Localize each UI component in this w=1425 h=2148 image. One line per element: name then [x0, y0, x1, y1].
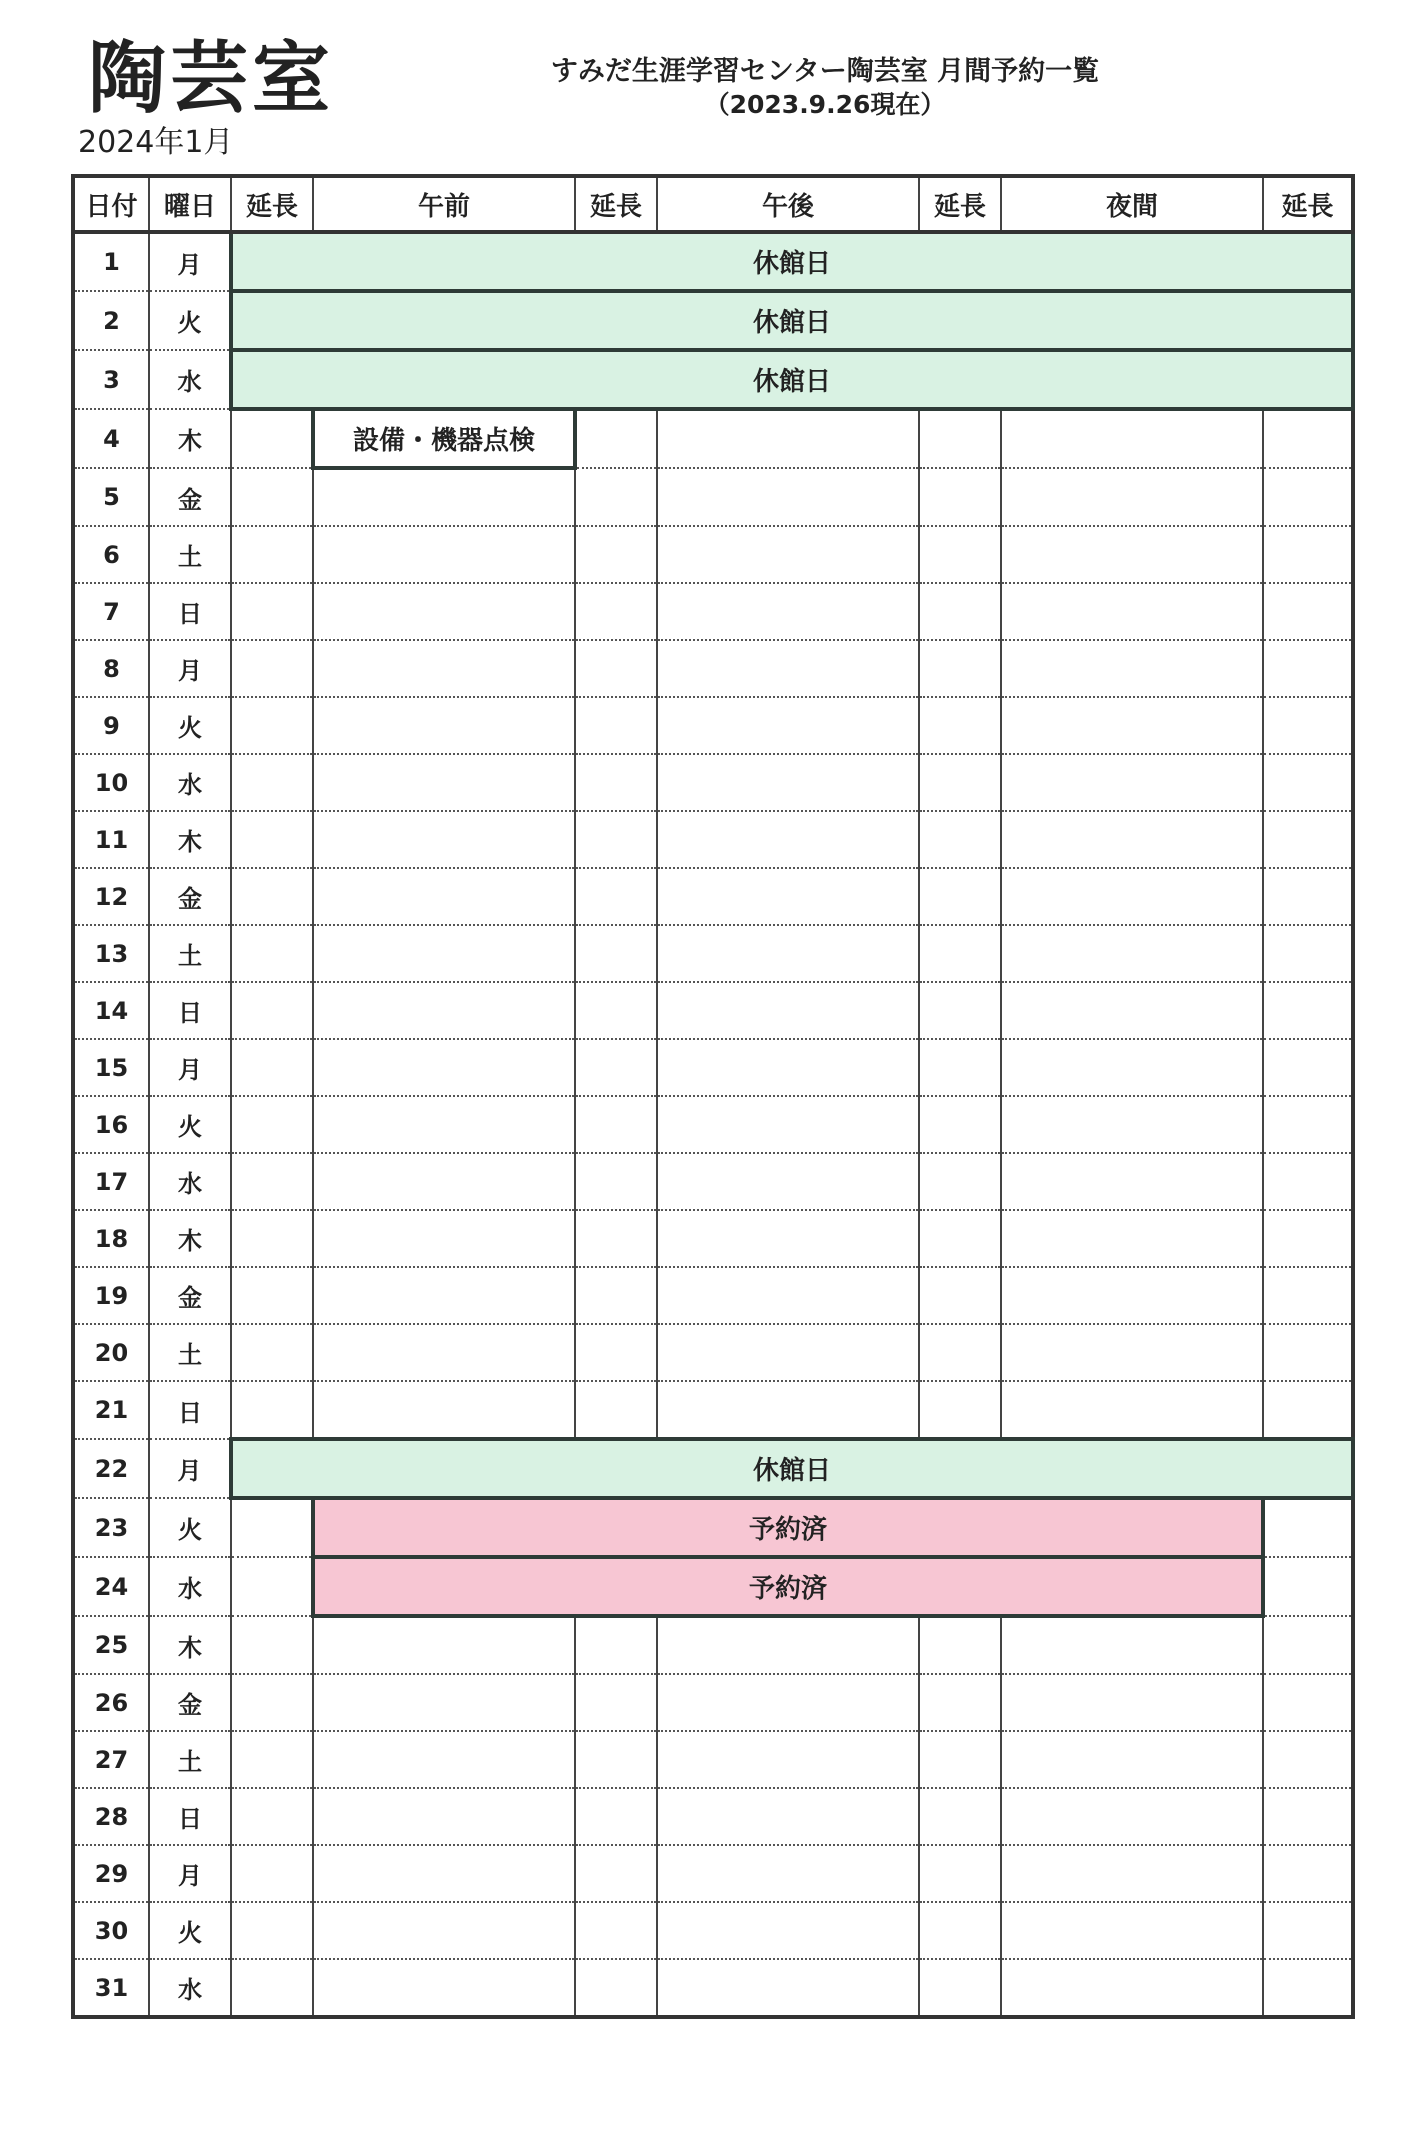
slot-evening — [1001, 1788, 1263, 1845]
table-row — [73, 1039, 1353, 1096]
table-row — [73, 409, 1353, 468]
slot-morning — [313, 1845, 575, 1902]
slot-extension-2 — [575, 1674, 657, 1731]
slot-extension-3 — [919, 1324, 1001, 1381]
slot-extension-3 — [919, 925, 1001, 982]
slot-afternoon — [657, 1616, 919, 1674]
weekday-cell: 火 — [149, 1902, 231, 1959]
slot-extension-2 — [575, 1210, 657, 1267]
maintenance-cell: 設備・機器点検 — [313, 409, 575, 468]
slot-extension-3 — [919, 1731, 1001, 1788]
slot-extension-4 — [1263, 1498, 1353, 1557]
col-header-extension-1: 延長 — [231, 176, 313, 232]
header-row — [73, 176, 1353, 232]
slot-afternoon — [657, 1674, 919, 1731]
slot-extension-4 — [1263, 1788, 1353, 1845]
weekday-cell: 木 — [149, 1616, 231, 1674]
date-cell: 27 — [73, 1731, 149, 1788]
slot-extension-2 — [575, 1324, 657, 1381]
date-cell: 19 — [73, 1267, 149, 1324]
slot-morning — [313, 1731, 575, 1788]
date-cell: 1 — [73, 232, 149, 291]
table-row — [73, 1902, 1353, 1959]
date-cell: 20 — [73, 1324, 149, 1381]
slot-morning — [313, 468, 575, 526]
slot-morning — [313, 925, 575, 982]
slot-extension-1 — [231, 1096, 313, 1153]
closed-day-cell: 休館日 — [231, 232, 1353, 291]
slot-extension-4 — [1263, 1039, 1353, 1096]
slot-extension-1 — [231, 868, 313, 925]
slot-extension-3 — [919, 1788, 1001, 1845]
col-header-extension-2: 延長 — [575, 176, 657, 232]
slot-morning — [313, 640, 575, 697]
slot-extension-2 — [575, 925, 657, 982]
weekday-cell: 月 — [149, 1845, 231, 1902]
slot-evening — [1001, 1210, 1263, 1267]
slot-extension-4 — [1263, 1096, 1353, 1153]
slot-extension-3 — [919, 1267, 1001, 1324]
slot-extension-2 — [575, 982, 657, 1039]
slot-extension-4 — [1263, 1381, 1353, 1439]
table-row — [73, 232, 1353, 291]
slot-evening — [1001, 1616, 1263, 1674]
slot-extension-2 — [575, 1731, 657, 1788]
slot-extension-1 — [231, 1674, 313, 1731]
table-row — [73, 291, 1353, 350]
slot-extension-4 — [1263, 1153, 1353, 1210]
table-row — [73, 350, 1353, 409]
table-row — [73, 982, 1353, 1039]
slot-extension-3 — [919, 583, 1001, 640]
weekday-cell: 木 — [149, 409, 231, 468]
slot-extension-1 — [231, 925, 313, 982]
date-cell: 17 — [73, 1153, 149, 1210]
slot-morning — [313, 1324, 575, 1381]
slot-morning — [313, 1267, 575, 1324]
table-row — [73, 925, 1353, 982]
date-cell: 22 — [73, 1439, 149, 1498]
slot-evening — [1001, 640, 1263, 697]
date-cell: 12 — [73, 868, 149, 925]
slot-afternoon — [657, 1153, 919, 1210]
slot-extension-4 — [1263, 468, 1353, 526]
slot-extension-1 — [231, 526, 313, 583]
col-header-extension-3: 延長 — [919, 176, 1001, 232]
date-cell: 15 — [73, 1039, 149, 1096]
slot-extension-3 — [919, 1210, 1001, 1267]
date-cell: 31 — [73, 1959, 149, 2017]
slot-extension-2 — [575, 1902, 657, 1959]
slot-extension-1 — [231, 1498, 313, 1557]
slot-extension-3 — [919, 868, 1001, 925]
table-row — [73, 1845, 1353, 1902]
slot-morning — [313, 754, 575, 811]
slot-extension-2 — [575, 754, 657, 811]
slot-extension-3 — [919, 1039, 1001, 1096]
date-cell: 9 — [73, 697, 149, 754]
slot-extension-1 — [231, 1153, 313, 1210]
slot-extension-4 — [1263, 754, 1353, 811]
slot-extension-4 — [1263, 1616, 1353, 1674]
slot-extension-3 — [919, 1381, 1001, 1439]
weekday-cell: 土 — [149, 925, 231, 982]
col-header-evening: 夜間 — [1001, 176, 1263, 232]
slot-afternoon — [657, 468, 919, 526]
slot-extension-3 — [919, 1153, 1001, 1210]
slot-extension-4 — [1263, 1557, 1353, 1616]
table-row — [73, 1616, 1353, 1674]
slot-extension-4 — [1263, 925, 1353, 982]
weekday-cell: 水 — [149, 1557, 231, 1616]
reservation-table — [71, 174, 1355, 2019]
date-cell: 11 — [73, 811, 149, 868]
table-row — [73, 640, 1353, 697]
date-cell: 26 — [73, 1674, 149, 1731]
table-row — [73, 1674, 1353, 1731]
date-cell: 23 — [73, 1498, 149, 1557]
slot-morning — [313, 868, 575, 925]
table-row — [73, 1731, 1353, 1788]
slot-morning — [313, 1153, 575, 1210]
slot-extension-3 — [919, 1902, 1001, 1959]
weekday-cell: 金 — [149, 1267, 231, 1324]
weekday-cell: 月 — [149, 640, 231, 697]
slot-extension-2 — [575, 1153, 657, 1210]
date-cell: 10 — [73, 754, 149, 811]
slot-extension-4 — [1263, 811, 1353, 868]
slot-extension-3 — [919, 1674, 1001, 1731]
slot-extension-4 — [1263, 1902, 1353, 1959]
table-row — [73, 468, 1353, 526]
slot-morning — [313, 1096, 575, 1153]
slot-extension-1 — [231, 1788, 313, 1845]
slot-extension-2 — [575, 1381, 657, 1439]
weekday-cell: 金 — [149, 868, 231, 925]
slot-afternoon — [657, 868, 919, 925]
slot-extension-1 — [231, 583, 313, 640]
slot-afternoon — [657, 1324, 919, 1381]
table-row — [73, 1324, 1353, 1381]
slot-extension-1 — [231, 1557, 313, 1616]
slot-extension-4 — [1263, 1324, 1353, 1381]
slot-morning — [313, 1674, 575, 1731]
slot-morning — [313, 1381, 575, 1439]
slot-extension-2 — [575, 409, 657, 468]
month-label: 2024年1月 — [78, 125, 234, 160]
slot-evening — [1001, 526, 1263, 583]
weekday-cell: 木 — [149, 811, 231, 868]
slot-extension-4 — [1263, 409, 1353, 468]
date-cell: 7 — [73, 583, 149, 640]
date-cell: 16 — [73, 1096, 149, 1153]
slot-extension-3 — [919, 754, 1001, 811]
slot-afternoon — [657, 754, 919, 811]
slot-morning — [313, 1788, 575, 1845]
slot-evening — [1001, 697, 1263, 754]
table-row — [73, 1153, 1353, 1210]
reservation-table-wrapper — [71, 174, 1351, 2019]
slot-afternoon — [657, 640, 919, 697]
col-header-date: 日付 — [73, 176, 149, 232]
slot-afternoon — [657, 982, 919, 1039]
slot-morning — [313, 1616, 575, 1674]
date-cell: 25 — [73, 1616, 149, 1674]
slot-extension-1 — [231, 640, 313, 697]
slot-extension-1 — [231, 1845, 313, 1902]
slot-morning — [313, 1959, 575, 2017]
slot-extension-1 — [231, 1731, 313, 1788]
slot-extension-1 — [231, 1959, 313, 2017]
slot-evening — [1001, 811, 1263, 868]
slot-extension-2 — [575, 1096, 657, 1153]
slot-extension-4 — [1263, 583, 1353, 640]
slot-extension-3 — [919, 640, 1001, 697]
slot-afternoon — [657, 1039, 919, 1096]
weekday-cell: 土 — [149, 1324, 231, 1381]
table-row — [73, 1788, 1353, 1845]
slot-extension-4 — [1263, 1959, 1353, 2017]
slot-morning — [313, 583, 575, 640]
slot-evening — [1001, 1324, 1263, 1381]
slot-afternoon — [657, 1959, 919, 2017]
table-row — [73, 1498, 1353, 1557]
slot-extension-3 — [919, 697, 1001, 754]
slot-afternoon — [657, 526, 919, 583]
slot-extension-1 — [231, 697, 313, 754]
weekday-cell: 日 — [149, 583, 231, 640]
slot-afternoon — [657, 811, 919, 868]
date-cell: 6 — [73, 526, 149, 583]
slot-morning — [313, 1902, 575, 1959]
date-cell: 2 — [73, 291, 149, 350]
slot-extension-3 — [919, 811, 1001, 868]
slot-evening — [1001, 1674, 1263, 1731]
slot-extension-2 — [575, 526, 657, 583]
date-cell: 24 — [73, 1557, 149, 1616]
slot-afternoon — [657, 583, 919, 640]
slot-evening — [1001, 1959, 1263, 2017]
slot-extension-1 — [231, 982, 313, 1039]
weekday-cell: 金 — [149, 1674, 231, 1731]
slot-afternoon — [657, 1210, 919, 1267]
slot-extension-3 — [919, 982, 1001, 1039]
slot-extension-1 — [231, 1039, 313, 1096]
slot-afternoon — [657, 1788, 919, 1845]
slot-evening — [1001, 925, 1263, 982]
slot-afternoon — [657, 1381, 919, 1439]
slot-extension-3 — [919, 409, 1001, 468]
weekday-cell: 水 — [149, 350, 231, 409]
slot-morning — [313, 1039, 575, 1096]
closed-day-cell: 休館日 — [231, 291, 1353, 350]
slot-evening — [1001, 468, 1263, 526]
slot-extension-2 — [575, 697, 657, 754]
slot-morning — [313, 982, 575, 1039]
col-header-weekday: 曜日 — [149, 176, 231, 232]
weekday-cell: 月 — [149, 1439, 231, 1498]
table-row — [73, 1096, 1353, 1153]
slot-extension-2 — [575, 1959, 657, 2017]
closed-day-cell: 休館日 — [231, 350, 1353, 409]
slot-extension-2 — [575, 640, 657, 697]
slot-evening — [1001, 868, 1263, 925]
slot-evening — [1001, 982, 1263, 1039]
slot-extension-3 — [919, 1845, 1001, 1902]
table-row — [73, 1210, 1353, 1267]
slot-extension-1 — [231, 468, 313, 526]
slot-extension-4 — [1263, 1267, 1353, 1324]
date-cell: 21 — [73, 1381, 149, 1439]
col-header-extension-4: 延長 — [1263, 176, 1353, 232]
date-cell: 4 — [73, 409, 149, 468]
slot-extension-1 — [231, 1616, 313, 1674]
as-of-date: （2023.9.26現在） — [704, 90, 946, 119]
table-row — [73, 526, 1353, 583]
table-row — [73, 1959, 1353, 2017]
slot-afternoon — [657, 925, 919, 982]
slot-afternoon — [657, 1902, 919, 1959]
room-title: 陶芸室 — [88, 34, 335, 124]
slot-afternoon — [657, 1731, 919, 1788]
slot-extension-4 — [1263, 1210, 1353, 1267]
slot-evening — [1001, 754, 1263, 811]
booked-cell: 予約済 — [313, 1557, 1263, 1616]
weekday-cell: 水 — [149, 1153, 231, 1210]
slot-extension-1 — [231, 1381, 313, 1439]
weekday-cell: 木 — [149, 1210, 231, 1267]
weekday-cell: 水 — [149, 1959, 231, 2017]
date-cell: 14 — [73, 982, 149, 1039]
slot-extension-2 — [575, 1616, 657, 1674]
table-row — [73, 583, 1353, 640]
table-row — [73, 811, 1353, 868]
date-cell: 3 — [73, 350, 149, 409]
slot-evening — [1001, 1096, 1263, 1153]
date-cell: 8 — [73, 640, 149, 697]
weekday-cell: 月 — [149, 232, 231, 291]
slot-evening — [1001, 583, 1263, 640]
date-cell: 28 — [73, 1788, 149, 1845]
slot-morning — [313, 811, 575, 868]
slot-evening — [1001, 1153, 1263, 1210]
slot-afternoon — [657, 697, 919, 754]
slot-morning — [313, 1210, 575, 1267]
weekday-cell: 火 — [149, 1498, 231, 1557]
slot-extension-1 — [231, 409, 313, 468]
closed-day-cell: 休館日 — [231, 1439, 1353, 1498]
table-row — [73, 868, 1353, 925]
slot-extension-4 — [1263, 868, 1353, 925]
reservation-table-body — [73, 232, 1353, 2017]
slot-extension-3 — [919, 1616, 1001, 1674]
slot-extension-2 — [575, 811, 657, 868]
slot-extension-4 — [1263, 640, 1353, 697]
slot-extension-2 — [575, 868, 657, 925]
weekday-cell: 日 — [149, 1381, 231, 1439]
weekday-cell: 土 — [149, 526, 231, 583]
booked-cell: 予約済 — [313, 1498, 1263, 1557]
slot-evening — [1001, 409, 1263, 468]
slot-extension-1 — [231, 811, 313, 868]
table-row — [73, 1381, 1353, 1439]
slot-extension-3 — [919, 1959, 1001, 2017]
date-cell: 5 — [73, 468, 149, 526]
slot-morning — [313, 697, 575, 754]
slot-extension-4 — [1263, 526, 1353, 583]
table-row — [73, 1557, 1353, 1616]
slot-afternoon — [657, 409, 919, 468]
weekday-cell: 火 — [149, 1096, 231, 1153]
date-cell: 30 — [73, 1902, 149, 1959]
slot-evening — [1001, 1381, 1263, 1439]
slot-extension-1 — [231, 1902, 313, 1959]
slot-extension-3 — [919, 1096, 1001, 1153]
col-header-afternoon: 午後 — [657, 176, 919, 232]
table-row — [73, 1439, 1353, 1498]
weekday-cell: 日 — [149, 1788, 231, 1845]
table-row — [73, 754, 1353, 811]
slot-afternoon — [657, 1096, 919, 1153]
slot-evening — [1001, 1039, 1263, 1096]
slot-extension-4 — [1263, 697, 1353, 754]
slot-evening — [1001, 1267, 1263, 1324]
date-cell: 13 — [73, 925, 149, 982]
slot-extension-2 — [575, 1788, 657, 1845]
slot-extension-4 — [1263, 1731, 1353, 1788]
slot-extension-1 — [231, 1267, 313, 1324]
slot-extension-2 — [575, 583, 657, 640]
slot-extension-3 — [919, 526, 1001, 583]
slot-extension-2 — [575, 1845, 657, 1902]
slot-extension-3 — [919, 468, 1001, 526]
slot-afternoon — [657, 1845, 919, 1902]
weekday-cell: 水 — [149, 754, 231, 811]
slot-extension-2 — [575, 468, 657, 526]
slot-morning — [313, 526, 575, 583]
weekday-cell: 火 — [149, 291, 231, 350]
col-header-morning: 午前 — [313, 176, 575, 232]
slot-extension-4 — [1263, 982, 1353, 1039]
weekday-cell: 月 — [149, 1039, 231, 1096]
slot-extension-1 — [231, 1210, 313, 1267]
document-title: すみだ生涯学習センター陶芸室 月間予約一覧 — [550, 56, 1100, 87]
date-cell: 29 — [73, 1845, 149, 1902]
weekday-cell: 土 — [149, 1731, 231, 1788]
table-row — [73, 697, 1353, 754]
slot-evening — [1001, 1845, 1263, 1902]
slot-extension-1 — [231, 754, 313, 811]
date-cell: 18 — [73, 1210, 149, 1267]
weekday-cell: 日 — [149, 982, 231, 1039]
weekday-cell: 火 — [149, 697, 231, 754]
slot-evening — [1001, 1731, 1263, 1788]
slot-extension-2 — [575, 1039, 657, 1096]
slot-evening — [1001, 1902, 1263, 1959]
slot-extension-1 — [231, 1324, 313, 1381]
table-row — [73, 1267, 1353, 1324]
slot-extension-4 — [1263, 1845, 1353, 1902]
slot-afternoon — [657, 1267, 919, 1324]
slot-extension-2 — [575, 1267, 657, 1324]
slot-extension-4 — [1263, 1674, 1353, 1731]
weekday-cell: 金 — [149, 468, 231, 526]
